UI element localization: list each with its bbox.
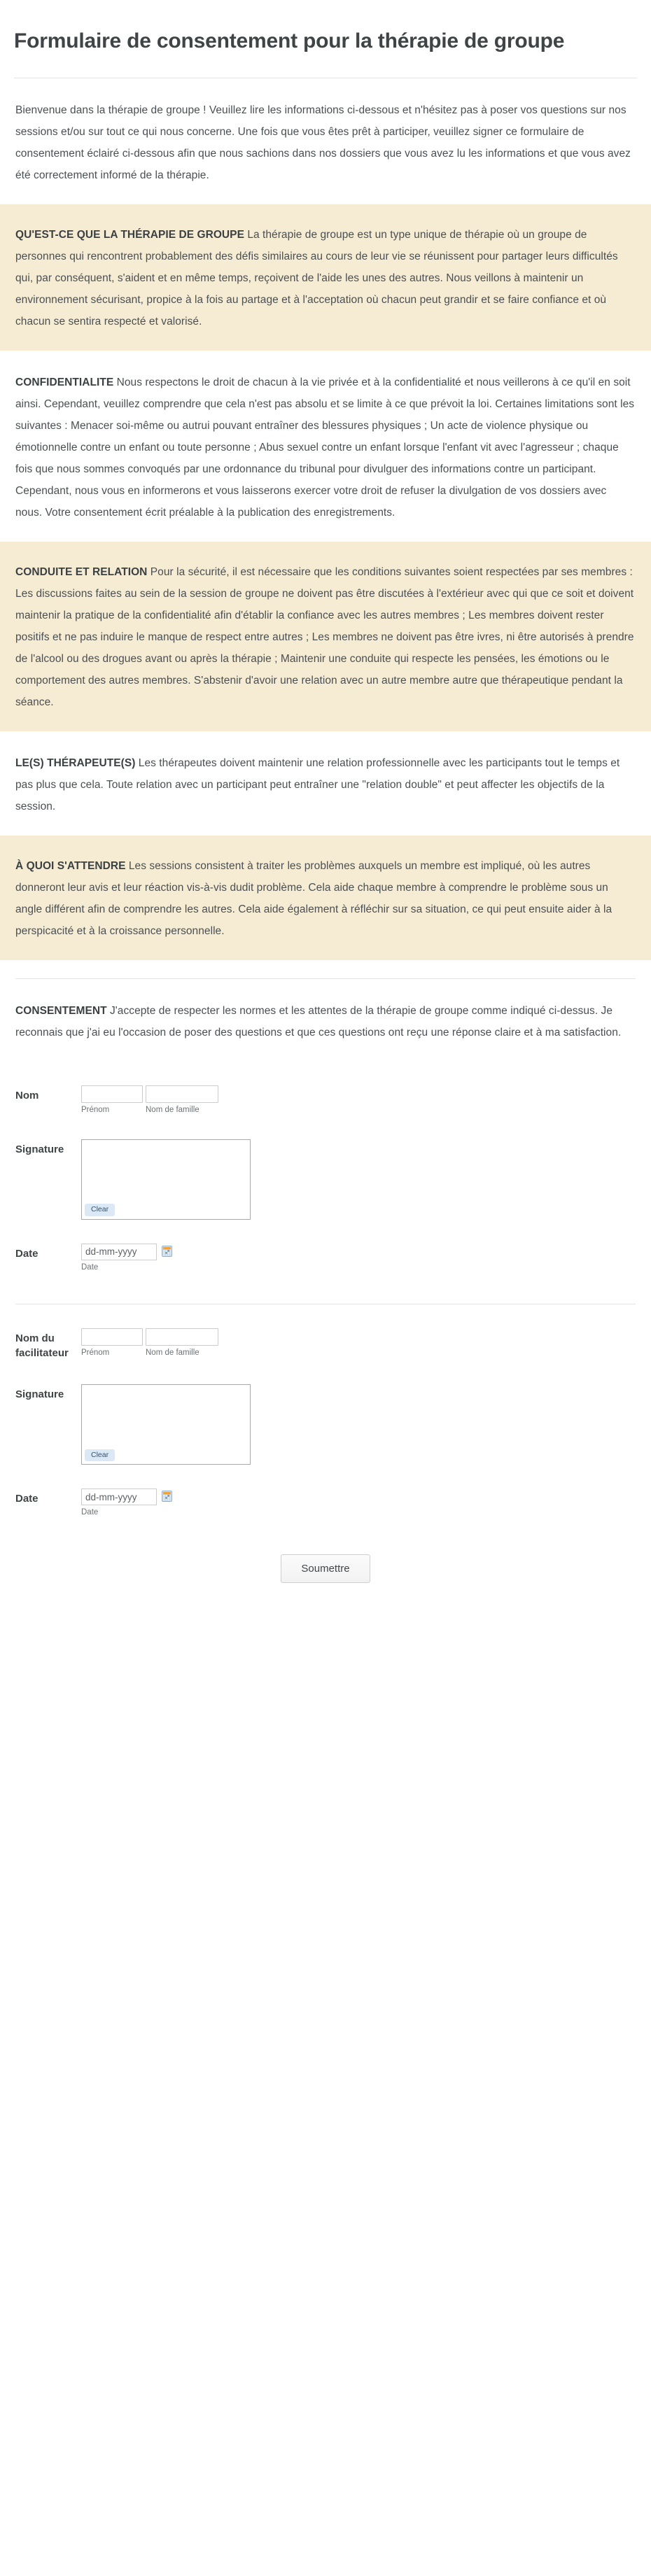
section-les-therapeutes — [0, 731, 651, 836]
section-body: Pour la sécurité, il est nécessaire que les conditions suivantes soient respectées par ses membres : Les discussions faites au sein de la session de groupe ne doivent pas être discutées à l'extérieur avec qui que ce soit et doivent maintenir la pratique de la confidentialité afin d'établir la confiance avec les autres membres ; Les membres doivent rester positifs et ne pas induire le manque de respect entre autres ; Les membres ne doivent pas être ivres, ni être autorisés à prendre de l'alcool ou des drogues avant ou après la thérapie ; Maintenir une conduite qui respecte les pensées, les émotions ou le comportement des autres membres. S'abstenir d'avoir une relation avec un autre membre autre que thérapeutique pendant la séance. — [15, 565, 634, 708]
participant-date-input[interactable] — [81, 1244, 157, 1260]
section-body: J'accepte de respecter les normes et les attentes de la thérapie de groupe comme indiqué ci-dessus. Je reconnais que j'ai eu l'occasion de poser des questions et que ces questions ont reçu une réponse claire et à ma satisfaction. — [15, 1004, 622, 1039]
participant-name-label: Nom — [15, 1089, 39, 1102]
section-lead: CONDUITE ET RELATION — [15, 565, 148, 578]
facilitator-signature-pad[interactable] — [81, 1384, 251, 1465]
participant-first-name-sublabel: Prénom — [81, 1105, 110, 1114]
facilitator-name-label: Nom du facilitateur — [15, 1332, 69, 1359]
facilitator-date-label: Date — [15, 1493, 38, 1505]
participant-date-sublabel: Date — [81, 1262, 99, 1272]
section-text — [15, 561, 636, 713]
section-text — [15, 855, 636, 942]
section-lead: LE(S) THÉRAPEUTE(S) — [15, 756, 136, 769]
facilitator-date-row — [15, 1488, 636, 1518]
calendar-icon[interactable] — [162, 1246, 172, 1257]
section-a-quoi-s-attendre — [0, 836, 651, 960]
section-text — [0, 979, 651, 1062]
facilitator-name-row — [15, 1328, 636, 1361]
facilitator-last-name-input[interactable] — [146, 1328, 218, 1346]
participant-signature-row — [15, 1139, 636, 1220]
intro-paragraph: Bienvenue dans la thérapie de groupe ! Veuillez lire les informations ci-dessous et n'hésitez pas à poser vos questions sur nos sessions et/ou sur tout ce qui nous concerne. Une fois que vous êtes prêt à participer, veuillez signer ce formulaire de consentement éclairé ci-dessous afin que nous sachions dans nos dossiers que vous avez lu les informations et que vous avez été correctement informé de la thérapie. — [15, 104, 631, 181]
section-lead: CONSENTEMENT — [15, 1004, 107, 1017]
section-conduite-et-relation — [0, 542, 651, 731]
facilitator-name-inputs — [81, 1328, 636, 1358]
page-title: Formulaire de consentement pour la thérapie de groupe — [14, 29, 565, 52]
section-confidentialite — [0, 351, 651, 542]
facilitator-first-name-input[interactable] — [81, 1328, 143, 1346]
participant-signature-label: Signature — [15, 1143, 64, 1155]
participant-name-row — [15, 1085, 636, 1115]
participant-last-name-sublabel: Nom de famille — [146, 1105, 200, 1114]
section-body: Les thérapeutes doivent maintenir une relation professionnelle avec les participants tout le temps et pas plus que cela. Toute relation avec un participant peut entraîner une "relation double" et peut affecter les objectifs de la session. — [15, 756, 620, 812]
section-body: La thérapie de groupe est un type unique de thérapie où un groupe de personnes qui rencontrent probablement des défis similaires au cours de leur vie se réunissent pour partager leurs difficultés qui, par conséquent, s'aident et en même temps, reçoivent de l'aide les unes des autres. Nous veillons à maintenir un environnement sécurisant, propice à la fois au partage et à l'acceptation où chacun peut grandir et se faire confiance et où chacun se sentira respecté et valorisé. — [15, 228, 618, 328]
facilitator-signature-label: Signature — [15, 1388, 64, 1401]
facilitator-signature-row — [15, 1384, 636, 1465]
participant-first-name-input[interactable] — [81, 1085, 143, 1103]
facilitator-signature-clear-button[interactable]: Clear — [85, 1449, 115, 1462]
section-text — [15, 224, 636, 332]
participant-signature-pad[interactable] — [81, 1139, 251, 1220]
submit-button[interactable]: Soumettre — [281, 1554, 370, 1583]
participant-signature-clear-button[interactable]: Clear — [85, 1204, 115, 1216]
facilitator-first-name-sublabel: Prénom — [81, 1348, 110, 1357]
participant-form — [0, 1085, 651, 1273]
section-what-is-group-therapy — [0, 204, 651, 351]
participant-name-inputs — [81, 1085, 636, 1115]
section-text — [0, 351, 651, 542]
participant-date-row — [15, 1244, 636, 1273]
participant-last-name-input[interactable] — [146, 1085, 218, 1103]
submit-row — [15, 1554, 636, 1628]
facilitator-last-name-sublabel: Nom de famille — [146, 1348, 200, 1357]
section-consentement — [0, 979, 651, 1062]
section-body: Les sessions consistent à traiter les problèmes auxquels un membre est impliqué, où les autres donneront leur avis et leur réaction vis-à-vis dudit problème. Cela aide chaque membre à comprendre le problème sous un angle différent afin de comprendre les autres. Cela aide également à réfléchir sur sa situation, ce qui peut ensuite aider à la perspicacité et à la croissance personnelle. — [15, 859, 612, 937]
section-lead: QU'EST-CE QUE LA THÉRAPIE DE GROUPE — [15, 228, 244, 241]
page-title-block — [0, 0, 651, 57]
facilitator-date-sublabel: Date — [81, 1508, 99, 1517]
section-text — [0, 731, 651, 836]
participant-date-label: Date — [15, 1247, 38, 1260]
section-lead: À QUOI S'ATTENDRE — [15, 859, 126, 872]
section-lead: CONFIDENTIALITE — [15, 376, 114, 388]
calendar-icon[interactable] — [162, 1491, 172, 1502]
facilitator-form — [0, 1328, 651, 1628]
section-body: Nous respectons le droit de chacun à la vie privée et à la confidentialité et nous veillerons à ce qu'il en soit ainsi. Cependant, veuillez comprendre que cela n'est pas absolu et se limite à ce que prévoit la loi. Certaines limitations sont les suivantes : Menacer soi-même ou autrui pouvant entraîner des blessures physiques ; Un acte de violence physique ou émotionnelle contre un enfant ou toute personne ; Abus sexuel contre un enfant lorsque l'enfant vit avec l'agresseur ; chaque fois que nous sommes convoqués par une ordonnance du tribunal pour divulguer des informations contre un participant. Cependant, nous vous en informerons et vous laisserons exercer votre droit de refuser la divulgation de vos dossiers avec nous. Votre consentement écrit préalable à la publication des enregistrements. — [15, 376, 635, 519]
facilitator-date-input[interactable] — [81, 1488, 157, 1505]
